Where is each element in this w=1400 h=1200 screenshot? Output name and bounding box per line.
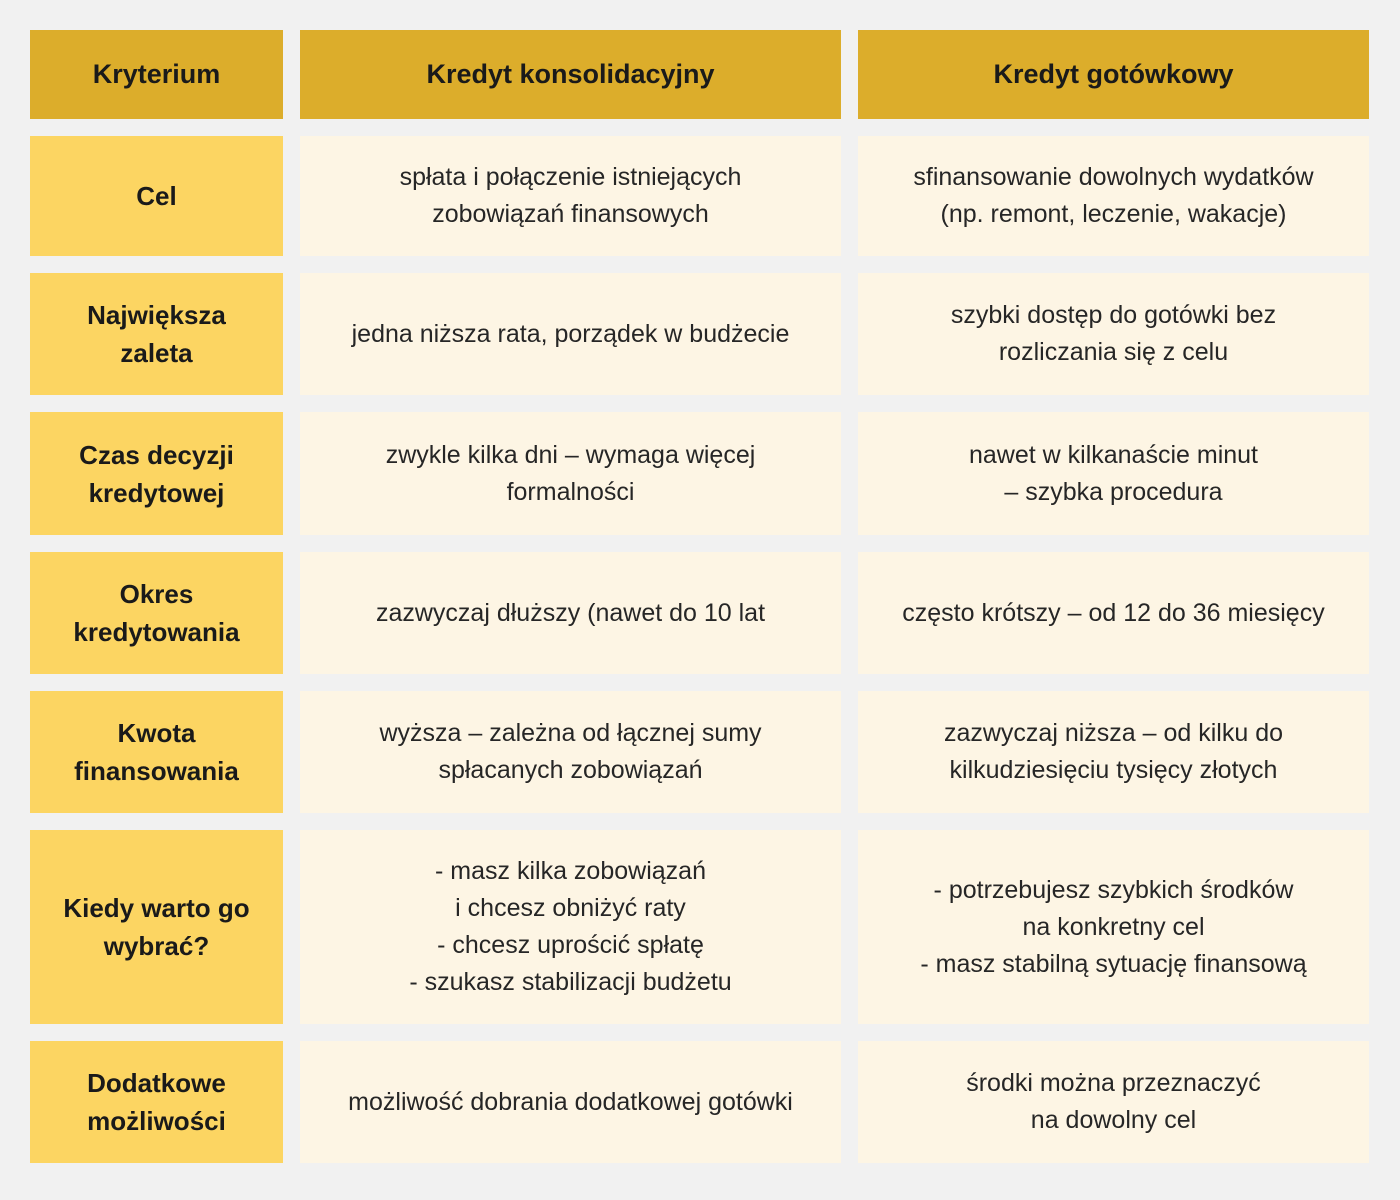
row-label-text: Kiedy warto go wybrać?	[63, 893, 250, 961]
comparison-table	[30, 30, 1370, 1163]
cell-cash-advantage: szybki dostęp do gotówki bez rozliczania się z celu	[858, 273, 1369, 395]
row-label-text: Cel	[136, 181, 177, 211]
cell-consolidation-decision-time: zwykle kilka dni – wymaga więcej formalności	[300, 412, 841, 535]
header-cash-loan: Kredyt gotówkowy	[858, 30, 1369, 119]
cell-consolidation-advantage: jedna niższa rata, porządek w budżecie	[300, 273, 841, 395]
cell-cash-when-to-choose: - potrzebujesz szybkich środków na konkretny cel - masz stabilną sytuację finansową	[858, 830, 1369, 1024]
cell-cash-loan-period: często krótszy – od 12 do 36 miesięcy	[858, 552, 1369, 674]
row-label-text: Największa zaleta	[87, 300, 226, 368]
row-label-when-to-choose	[30, 830, 283, 1024]
row-label-loan-period	[30, 552, 283, 674]
row-label-biggest-advantage	[30, 273, 283, 395]
row-label-text: Czas decyzji kredytowej	[79, 439, 234, 508]
cell-cash-purpose: sfinansowanie dowolnych wydatków (np. remont, leczenie, wakacje)	[858, 136, 1369, 256]
row-label-text: Dodatkowe możliwości	[87, 1068, 226, 1136]
cell-consolidation-loan-period: zazwyczaj dłuższy (nawet do 10 lat	[300, 552, 841, 674]
cell-cash-financing-amount: zazwyczaj niższa – od kilku do kilkudziesięciu tysięcy złotych	[858, 691, 1369, 813]
row-label-decision-time	[30, 412, 283, 535]
row-label-additional-options	[30, 1041, 283, 1163]
header-consolidation-loan: Kredyt konsolidacyjny	[300, 30, 841, 119]
header-criterion: Kryterium	[30, 30, 283, 119]
row-label-purpose	[30, 136, 283, 256]
row-label-text: Kwota finansowania	[74, 718, 239, 786]
cell-cash-additional-options: środki można przeznaczyć na dowolny cel	[858, 1041, 1369, 1163]
cell-consolidation-when-to-choose: - masz kilka zobowiązań i chcesz obniżyć raty - chcesz uprościć spłatę - szukasz stabilizacji budżetu	[300, 830, 841, 1024]
cell-cash-decision-time: nawet w kilkanaście minut – szybka procedura	[858, 412, 1369, 535]
cell-consolidation-financing-amount: wyższa – zależna od łącznej sumy spłacanych zobowiązań	[300, 691, 841, 813]
cell-consolidation-additional-options: możliwość dobrania dodatkowej gotówki	[300, 1041, 841, 1163]
row-label-financing-amount	[30, 691, 283, 813]
cell-consolidation-purpose: spłata i połączenie istniejących zobowiązań finansowych	[300, 136, 841, 256]
row-label-text: Okres kredytowania	[73, 579, 240, 647]
